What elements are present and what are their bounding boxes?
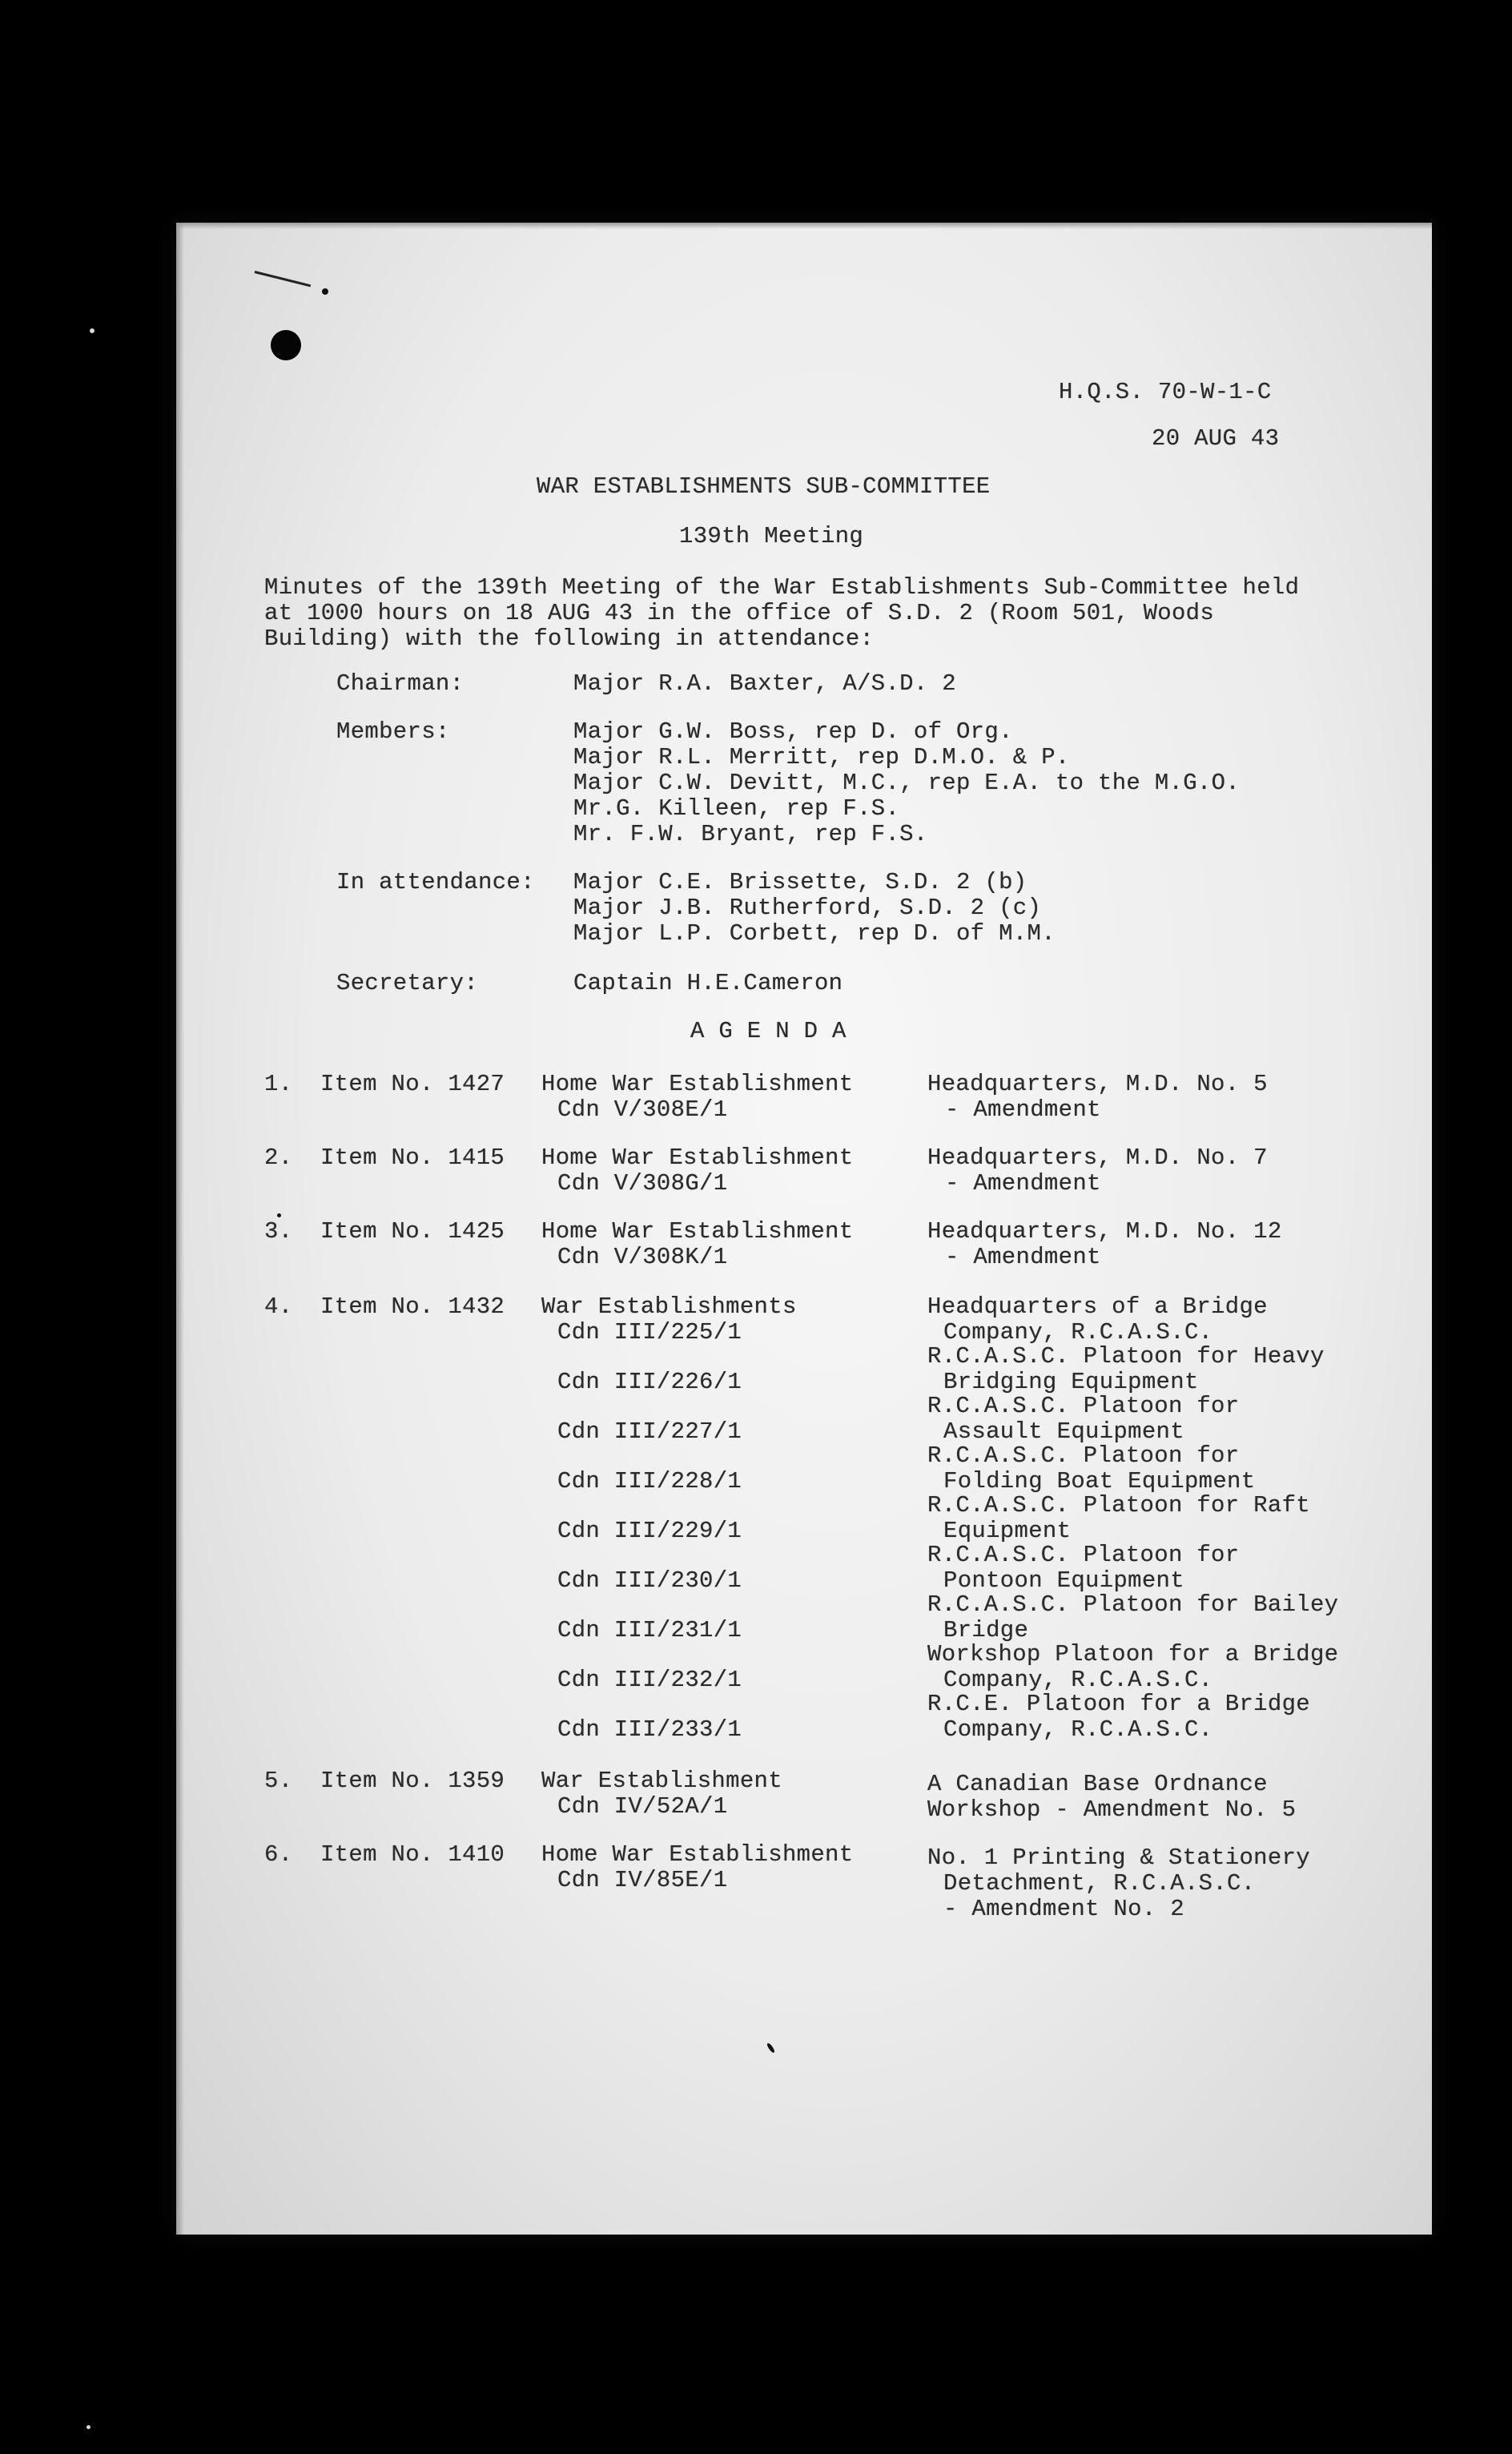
sub-cdn: Cdn III/227/1 — [557, 1418, 742, 1445]
agenda-number: 4. — [264, 1293, 293, 1320]
members-label: Members: — [336, 718, 450, 745]
punch-hole — [271, 330, 301, 360]
document-date: 20 AUG 43 — [1152, 425, 1280, 452]
sub-subject: Equipment — [943, 1518, 1072, 1544]
agenda-item-number: Item No. 1432 — [320, 1293, 505, 1320]
secretary-name: Captain H.E.Cameron — [573, 970, 843, 996]
sub-subject: Workshop Platoon for a Bridge — [927, 1641, 1339, 1668]
ink-speck — [277, 1213, 281, 1217]
agenda-establishment: Cdn V/308E/1 — [557, 1096, 728, 1123]
agenda-subject: - Amendment — [945, 1244, 1101, 1270]
sub-cdn: Cdn III/233/1 — [557, 1716, 742, 1743]
agenda-item-number: Item No. 1427 — [320, 1071, 505, 1097]
page-edge-left — [176, 223, 184, 2235]
chairman-label: Chairman: — [336, 670, 464, 697]
agenda-subject: - Amendment No. 2 — [943, 1896, 1184, 1922]
agenda-subject: Headquarters, M.D. No. 5 — [927, 1071, 1268, 1097]
agenda-number: 6. — [264, 1841, 293, 1868]
intro-line-2: at 1000 hours on 18 AUG 43 in the office of S.D. 2 (Room 501, Woods — [264, 600, 1215, 626]
chairman-name: Major R.A. Baxter, A/S.D. 2 — [573, 670, 956, 697]
agenda-subject: - Amendment — [945, 1170, 1101, 1197]
attendee-name: Major J.B. Rutherford, S.D. 2 (c) — [573, 895, 1042, 921]
agenda-establishment: Home War Establishment — [541, 1218, 854, 1245]
agenda-number: 2. — [264, 1145, 293, 1171]
agenda-establishment: Home War Establishment — [541, 1841, 854, 1868]
agenda-item-number: Item No. 1410 — [320, 1841, 505, 1868]
intro-line-1: Minutes of the 139th Meeting of the War Establishments Sub-Committee held — [264, 574, 1300, 601]
attendee-name: Major L.P. Corbett, rep D. of M.M. — [573, 920, 1056, 947]
sub-cdn: Cdn III/231/1 — [557, 1617, 742, 1643]
sub-subject: Pontoon Equipment — [943, 1567, 1184, 1594]
agenda-item-number: Item No. 1415 — [320, 1145, 505, 1171]
agenda-subject: No. 1 Printing & Stationery — [927, 1845, 1310, 1871]
agenda-establishment: Home War Establishment — [541, 1145, 854, 1171]
sub-subject: Company, R.C.A.S.C. — [943, 1716, 1213, 1743]
agenda-establishment: War Establishment — [541, 1768, 782, 1794]
border-speck — [86, 2425, 90, 2429]
meeting-title: 139th Meeting — [679, 523, 864, 549]
file-reference: H.Q.S. 70-W-1-C — [1059, 379, 1272, 405]
agenda-establishment: Cdn IV/52A/1 — [557, 1793, 728, 1820]
sub-subject: R.C.A.S.C. Platoon for — [927, 1393, 1240, 1419]
sub-subject: R.C.A.S.C. Platoon for Raft — [927, 1492, 1310, 1519]
agenda-subject: Workshop - Amendment No. 5 — [927, 1796, 1297, 1823]
agenda-establishment: Cdn V/308G/1 — [557, 1170, 728, 1197]
member-name: Mr.G. Killeen, rep F.S. — [573, 795, 900, 822]
agenda-heading: A G E N D A — [690, 1018, 846, 1044]
sub-subject: Company, R.C.A.S.C. — [943, 1667, 1213, 1693]
sub-subject: Bridging Equipment — [943, 1369, 1199, 1395]
sub-subject: Assault Equipment — [943, 1418, 1184, 1445]
sub-subject: R.C.A.S.C. Platoon for Bailey — [927, 1591, 1339, 1618]
agenda-item-number: Item No. 1359 — [320, 1768, 505, 1794]
sub-cdn: Cdn III/225/1 — [557, 1319, 742, 1346]
sub-subject: Bridge — [943, 1617, 1029, 1643]
intro-line-3: Building) with the following in attendance: — [264, 626, 875, 652]
agenda-number: 5. — [264, 1768, 293, 1794]
sub-subject: R.C.A.S.C. Platoon for — [927, 1542, 1240, 1568]
member-name: Major R.L. Merritt, rep D.M.O. & P. — [573, 744, 1070, 770]
sub-subject: R.C.A.S.C. Platoon for — [927, 1442, 1240, 1469]
border-speck — [90, 328, 94, 333]
sub-subject: R.C.A.S.C. Platoon for Heavy — [927, 1343, 1325, 1370]
agenda-subject: Headquarters, M.D. No. 7 — [927, 1145, 1268, 1171]
in-attendance-label: In attendance: — [336, 869, 535, 895]
sub-cdn: Cdn III/228/1 — [557, 1468, 742, 1495]
agenda-subject: Detachment, R.C.A.S.C. — [943, 1870, 1256, 1897]
sub-cdn: Cdn III/230/1 — [557, 1567, 742, 1594]
ink-speck — [322, 288, 328, 295]
member-name: Mr. F.W. Bryant, rep F.S. — [573, 821, 928, 847]
member-name: Major C.W. Devitt, M.C., rep E.A. to the M.G.O. — [573, 770, 1241, 796]
sub-subject: Company, R.C.A.S.C. — [943, 1319, 1213, 1346]
secretary-label: Secretary: — [336, 970, 479, 996]
attendee-name: Major C.E. Brissette, S.D. 2 (b) — [573, 869, 1027, 895]
agenda-item-number: Item No. 1425 — [320, 1218, 505, 1245]
agenda-subject: A Canadian Base Ordnance — [927, 1771, 1268, 1797]
sub-subject: R.C.E. Platoon for a Bridge — [927, 1691, 1310, 1717]
agenda-number: 1. — [264, 1071, 293, 1097]
sub-cdn: Cdn III/232/1 — [557, 1667, 742, 1693]
committee-title: WAR ESTABLISHMENTS SUB-COMMITTEE — [537, 473, 991, 500]
sub-subject: Folding Boat Equipment — [943, 1468, 1256, 1495]
agenda-establishment: War Establishments — [541, 1293, 797, 1320]
agenda-establishment: Home War Establishment — [541, 1071, 854, 1097]
member-name: Major G.W. Boss, rep D. of Org. — [573, 718, 1013, 745]
sub-subject: Headquarters of a Bridge — [927, 1293, 1268, 1320]
agenda-subject: Headquarters, M.D. No. 12 — [927, 1218, 1282, 1245]
page-edge-top — [176, 223, 1432, 229]
sub-cdn: Cdn III/226/1 — [557, 1369, 742, 1395]
agenda-establishment: Cdn V/308K/1 — [557, 1244, 728, 1270]
agenda-number: 3. — [264, 1218, 293, 1245]
sub-cdn: Cdn III/229/1 — [557, 1518, 742, 1544]
agenda-subject: - Amendment — [945, 1096, 1101, 1123]
agenda-establishment: Cdn IV/85E/1 — [557, 1867, 728, 1893]
